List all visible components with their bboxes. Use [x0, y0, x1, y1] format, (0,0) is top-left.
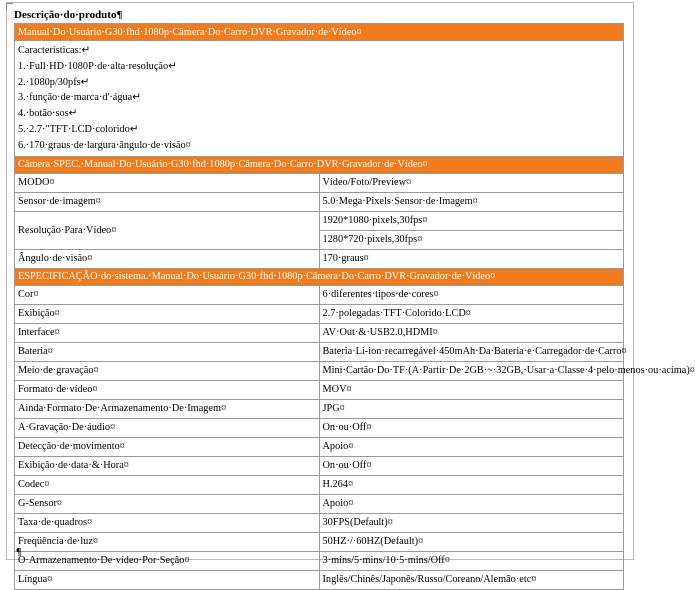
- spec-label[interactable]: Meio·de·gravação¤: [15, 361, 320, 380]
- spec-value[interactable]: MOV¤: [319, 380, 624, 399]
- spec-label[interactable]: Ainda·Formato·De·Armazenamento·De·Imagem¤: [15, 399, 320, 418]
- header-camera-spec[interactable]: Câmera·SPEC.·Manual·Do·Usuário·G30·fhd·1080p·Câmera·Do·Carro·DVR·Gravador·de·Vídeo¤: [15, 156, 624, 173]
- spec-value[interactable]: 30FPS(Default)¤: [319, 513, 624, 532]
- paragraph-end-mark: ¶: [16, 547, 22, 558]
- spec-label[interactable]: Taxa·de·quadros¤: [15, 513, 320, 532]
- spec-value[interactable]: 5.0·Mega·Pixels·Sensor·de·Imagem¤: [319, 192, 624, 211]
- table-row: [15, 532, 624, 551]
- spec-value[interactable]: 1280*720·pixels,30fps¤: [319, 230, 624, 249]
- table-row: [15, 551, 624, 570]
- table-row: [15, 399, 624, 418]
- spec-value[interactable]: Apoio¤: [319, 437, 624, 456]
- spec-label[interactable]: Exibição¤: [15, 304, 320, 323]
- spec-label[interactable]: MODO¤: [15, 173, 320, 192]
- table-row: [15, 456, 624, 475]
- spec-value[interactable]: Mini·Cartão·Do·TF·(A·Partir·De·2GB·~·32GB,·Usar·a·Classe·4·pelo·menos·ou·acima)¤: [319, 361, 624, 380]
- table-header-row: [15, 156, 624, 173]
- table-row: [15, 513, 624, 532]
- table-row: [15, 437, 624, 456]
- spec-value[interactable]: 50HZ·/·60HZ(Default)¤: [319, 532, 624, 551]
- spec-value[interactable]: 6·diferentes·tipos·de·cores¤: [319, 285, 624, 304]
- feature-line: 2.·1080p/30pfs↵: [18, 76, 90, 88]
- spec-value[interactable]: H.264¤: [319, 475, 624, 494]
- spec-label[interactable]: Cor¤: [15, 285, 320, 304]
- header-system-spec[interactable]: ESPECIFICAÇÃO·do·sistema.·Manual·Do·Usuário·G30·fhd·1080p·Câmera·Do·Carro·DVR·Gravador·de·Vídeo¤: [15, 268, 624, 285]
- spec-table: [14, 23, 695, 590]
- spec-label[interactable]: Detecção·de·movimento¤: [15, 437, 320, 456]
- feature-line: 4.·botão·sos↵: [18, 108, 78, 120]
- spec-value[interactable]: Bateria·Li-ion·recarregável·450mAh·Da·Bateria·e·Carregador·de·Carro¤: [319, 342, 624, 361]
- spec-label[interactable]: G-Sensor¤: [15, 494, 320, 513]
- spec-label[interactable]: Sensor·de·imagem¤: [15, 192, 320, 211]
- spec-value[interactable]: JPG¤: [319, 399, 624, 418]
- spec-value[interactable]: On·ou·Off¤: [319, 418, 624, 437]
- spec-value[interactable]: Inglês/Chinês/Japonês/Russo/Coreano/Alemão·etc¤: [319, 570, 624, 589]
- system-spec-body: [15, 285, 695, 589]
- feature-line: Características:↵: [18, 45, 91, 56]
- table-row: [15, 192, 624, 211]
- table-row: [15, 323, 624, 342]
- feature-line: 6.·170·graus·de·largura·ângulo·de·visão¤: [18, 139, 191, 151]
- document-title[interactable]: Descrição·do·produto¶: [14, 9, 123, 21]
- table-row: [15, 249, 624, 268]
- spec-value[interactable]: AV·Out·&·USB2.0,HDMI¤: [319, 323, 624, 342]
- table-row: [15, 285, 624, 304]
- table-row: [15, 418, 624, 437]
- feature-line: 5.·2.7·"TFT·LCD·colorido↵: [18, 123, 139, 135]
- spec-value[interactable]: Apoio¤: [319, 494, 624, 513]
- margin-corner-mark: [6, 3, 13, 10]
- spec-label[interactable]: A·Gravação·De·áudio¤: [15, 418, 320, 437]
- spec-value[interactable]: 1920*1080·pixels,30fps¤: [319, 211, 624, 230]
- spec-label[interactable]: Freqüência·de·luz¤: [15, 532, 320, 551]
- spec-value[interactable]: 3·mins/5·mins/10·5·mins/Off¤: [319, 551, 624, 570]
- table-row: [15, 380, 624, 399]
- spec-label[interactable]: Codec¤: [15, 475, 320, 494]
- spec-value[interactable]: Vídeo/Foto/Preview¤: [319, 173, 624, 192]
- table-row: [15, 173, 624, 192]
- spec-value[interactable]: On·ou·Off¤: [319, 456, 624, 475]
- feature-line: 1.·Full·HD·1080P·de·alta·resolução↵: [18, 60, 177, 72]
- table-header-row: [15, 24, 624, 41]
- table-row: [15, 211, 624, 230]
- spec-label[interactable]: O·Armazenamento·De·vídeo·Por·Seção¤: [15, 551, 320, 570]
- spec-label[interactable]: Resolução·Para·Vídeo¤: [15, 211, 320, 249]
- spec-label[interactable]: Interface¤: [15, 323, 320, 342]
- spec-label[interactable]: Bateria¤: [15, 342, 320, 361]
- table-row: [15, 342, 624, 361]
- table-row: [15, 494, 624, 513]
- table-row: [15, 304, 624, 323]
- spec-value[interactable]: 2.7·polegadas·TFT·Colorido·LCD¤: [319, 304, 624, 323]
- features-row: [15, 41, 624, 157]
- spec-label[interactable]: Exibição·de·data·&·Hora¤: [15, 456, 320, 475]
- table-row: [15, 361, 624, 380]
- table-row: [15, 570, 624, 589]
- table-header-row: [15, 268, 624, 285]
- header-manual[interactable]: Manual·Do·Usuário·G30·fhd·1080p·Câmera·Do·Carro·DVR·Gravador·de·Vídeo¤: [15, 24, 624, 41]
- spec-label[interactable]: Língua¤: [15, 570, 320, 589]
- spec-value[interactable]: 170·graus¤: [319, 249, 624, 268]
- table-row: [15, 475, 624, 494]
- feature-line: 3.·função·de·marca·d'·água↵: [18, 92, 141, 104]
- features-cell[interactable]: [15, 41, 624, 157]
- spec-label[interactable]: Formato·de·vídeo¤: [15, 380, 320, 399]
- spec-label[interactable]: Ângulo·de·visão¤: [15, 249, 320, 268]
